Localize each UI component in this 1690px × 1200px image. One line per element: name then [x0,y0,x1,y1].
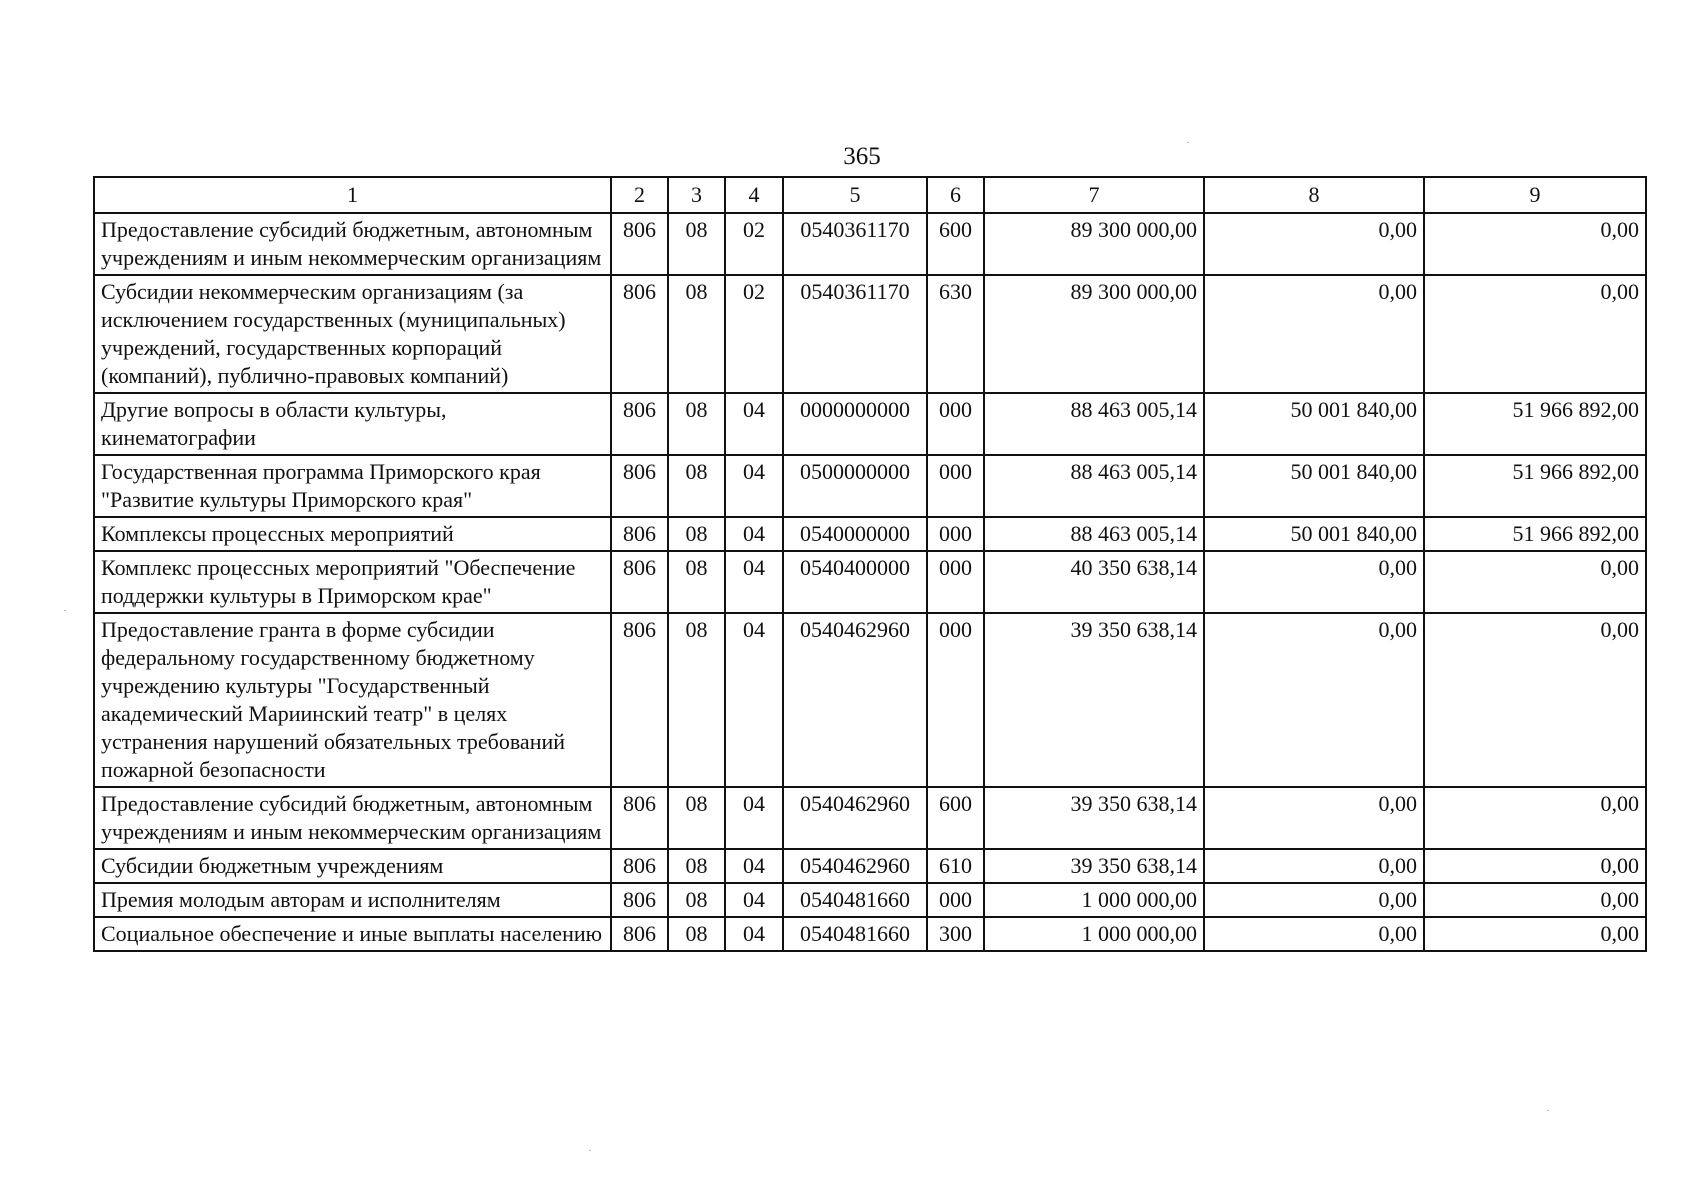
amount-col-8: 0,00 [1204,213,1424,275]
expense-name: Социальное обеспечение и иные выплаты населению [94,917,611,951]
amount-col-8: 50 001 840,00 [1204,517,1424,551]
ministry-code: 806 [611,213,668,275]
amount-col-9: 0,00 [1424,275,1646,393]
amount-col-7: 88 463 005,14 [984,393,1204,455]
expense-type-code: 000 [927,551,984,613]
subsection-code: 04 [725,787,783,849]
amount-col-8: 0,00 [1204,787,1424,849]
section-code: 08 [668,787,725,849]
amount-col-9: 0,00 [1424,917,1646,951]
expense-type-code: 000 [927,883,984,917]
table-row [94,613,1646,787]
section-code: 08 [668,455,725,517]
column-header: 6 [927,177,984,213]
amount-col-9: 0,00 [1424,613,1646,787]
section-code: 08 [668,393,725,455]
section-code: 08 [668,849,725,883]
amount-col-9: 0,00 [1424,883,1646,917]
column-header: 9 [1424,177,1646,213]
table-row [94,917,1646,951]
amount-col-7: 89 300 000,00 [984,275,1204,393]
subsection-code: 04 [725,455,783,517]
column-header: 2 [611,177,668,213]
target-article-code: 0540462960 [783,787,927,849]
expense-name: Предоставление гранта в форме субсидии федеральному государственному бюджетному учреждению культуры "Государственный академический Мариинский театр" в целях устранения нарушений обязательных требований пожарной безопасности [94,613,611,787]
header-row [94,177,1646,213]
table-row [94,393,1646,455]
expense-name: Предоставление субсидий бюджетным, автономным учреждениям и иным некоммерческим организациям [94,787,611,849]
amount-col-7: 1 000 000,00 [984,883,1204,917]
amount-col-8: 0,00 [1204,551,1424,613]
amount-col-7: 39 350 638,14 [984,613,1204,787]
expense-type-code: 600 [927,787,984,849]
amount-col-8: 0,00 [1204,917,1424,951]
column-header: 5 [783,177,927,213]
amount-col-9: 51 966 892,00 [1424,393,1646,455]
target-article-code: 0540000000 [783,517,927,551]
budget-table [93,176,1647,952]
column-header: 4 [725,177,783,213]
amount-col-7: 88 463 005,14 [984,517,1204,551]
amount-col-8: 0,00 [1204,275,1424,393]
subsection-code: 02 [725,275,783,393]
target-article-code: 0540400000 [783,551,927,613]
scan-speck [64,610,66,611]
expense-type-code: 000 [927,455,984,517]
expense-type-code: 630 [927,275,984,393]
column-header: 1 [94,177,611,213]
amount-col-7: 1 000 000,00 [984,917,1204,951]
amount-col-9: 0,00 [1424,849,1646,883]
section-code: 08 [668,883,725,917]
section-code: 08 [668,275,725,393]
expense-type-code: 000 [927,613,984,787]
table-header [94,177,1646,213]
ministry-code: 806 [611,787,668,849]
target-article-code: 0540481660 [783,917,927,951]
subsection-code: 04 [725,849,783,883]
expense-name: Премия молодым авторам и исполнителям [94,883,611,917]
target-article-code: 0540462960 [783,849,927,883]
ministry-code: 806 [611,517,668,551]
target-article-code: 0540361170 [783,213,927,275]
expense-name: Комплексы процессных мероприятий [94,517,611,551]
expense-type-code: 300 [927,917,984,951]
table-row [94,551,1646,613]
subsection-code: 04 [725,917,783,951]
expense-type-code: 000 [927,517,984,551]
amount-col-7: 39 350 638,14 [984,787,1204,849]
scan-speck [1547,1110,1549,1111]
target-article-code: 0500000000 [783,455,927,517]
expense-name: Другие вопросы в области культуры, кинематографии [94,393,611,455]
expense-type-code: 600 [927,213,984,275]
amount-col-9: 0,00 [1424,551,1646,613]
amount-col-9: 0,00 [1424,787,1646,849]
subsection-code: 04 [725,551,783,613]
amount-col-8: 0,00 [1204,613,1424,787]
amount-col-8: 50 001 840,00 [1204,455,1424,517]
table-row [94,849,1646,883]
amount-col-7: 40 350 638,14 [984,551,1204,613]
expense-name: Предоставление субсидий бюджетным, автономным учреждениям и иным некоммерческим организациям [94,213,611,275]
table-row [94,213,1646,275]
ministry-code: 806 [611,275,668,393]
table-row [94,787,1646,849]
target-article-code: 0000000000 [783,393,927,455]
amount-col-9: 0,00 [1424,213,1646,275]
subsection-code: 04 [725,613,783,787]
amount-col-9: 51 966 892,00 [1424,517,1646,551]
expense-type-code: 000 [927,393,984,455]
amount-col-8: 0,00 [1204,883,1424,917]
table-body [94,213,1646,951]
section-code: 08 [668,213,725,275]
ministry-code: 806 [611,613,668,787]
target-article-code: 0540481660 [783,883,927,917]
target-article-code: 0540361170 [783,275,927,393]
section-code: 08 [668,613,725,787]
amount-col-7: 89 300 000,00 [984,213,1204,275]
ministry-code: 806 [611,917,668,951]
amount-col-7: 39 350 638,14 [984,849,1204,883]
section-code: 08 [668,517,725,551]
ministry-code: 806 [611,883,668,917]
subsection-code: 02 [725,213,783,275]
ministry-code: 806 [611,393,668,455]
expense-type-code: 610 [927,849,984,883]
section-code: 08 [668,551,725,613]
table-row [94,275,1646,393]
column-header: 7 [984,177,1204,213]
table-row [94,455,1646,517]
scan-speck [589,1150,591,1151]
target-article-code: 0540462960 [783,613,927,787]
amount-col-8: 0,00 [1204,849,1424,883]
scan-speck [1187,142,1189,143]
subsection-code: 04 [725,517,783,551]
amount-col-7: 88 463 005,14 [984,455,1204,517]
subsection-code: 04 [725,393,783,455]
table-row [94,883,1646,917]
column-header: 3 [668,177,725,213]
subsection-code: 04 [725,883,783,917]
ministry-code: 806 [611,849,668,883]
amount-col-8: 50 001 840,00 [1204,393,1424,455]
column-header: 8 [1204,177,1424,213]
ministry-code: 806 [611,551,668,613]
expense-name: Государственная программа Приморского края "Развитие культуры Приморского края" [94,455,611,517]
expense-name: Комплекс процессных мероприятий "Обеспечение поддержки культуры в Приморском крае" [94,551,611,613]
section-code: 08 [668,917,725,951]
ministry-code: 806 [611,455,668,517]
table-row [94,517,1646,551]
expense-name: Субсидии некоммерческим организациям (за исключением государственных (муниципальных) учреждений, государственных корпораций (компаний), публично-правовых компаний) [94,275,611,393]
expense-name: Субсидии бюджетным учреждениям [94,849,611,883]
page-number: 365 [843,143,881,170]
amount-col-9: 51 966 892,00 [1424,455,1646,517]
